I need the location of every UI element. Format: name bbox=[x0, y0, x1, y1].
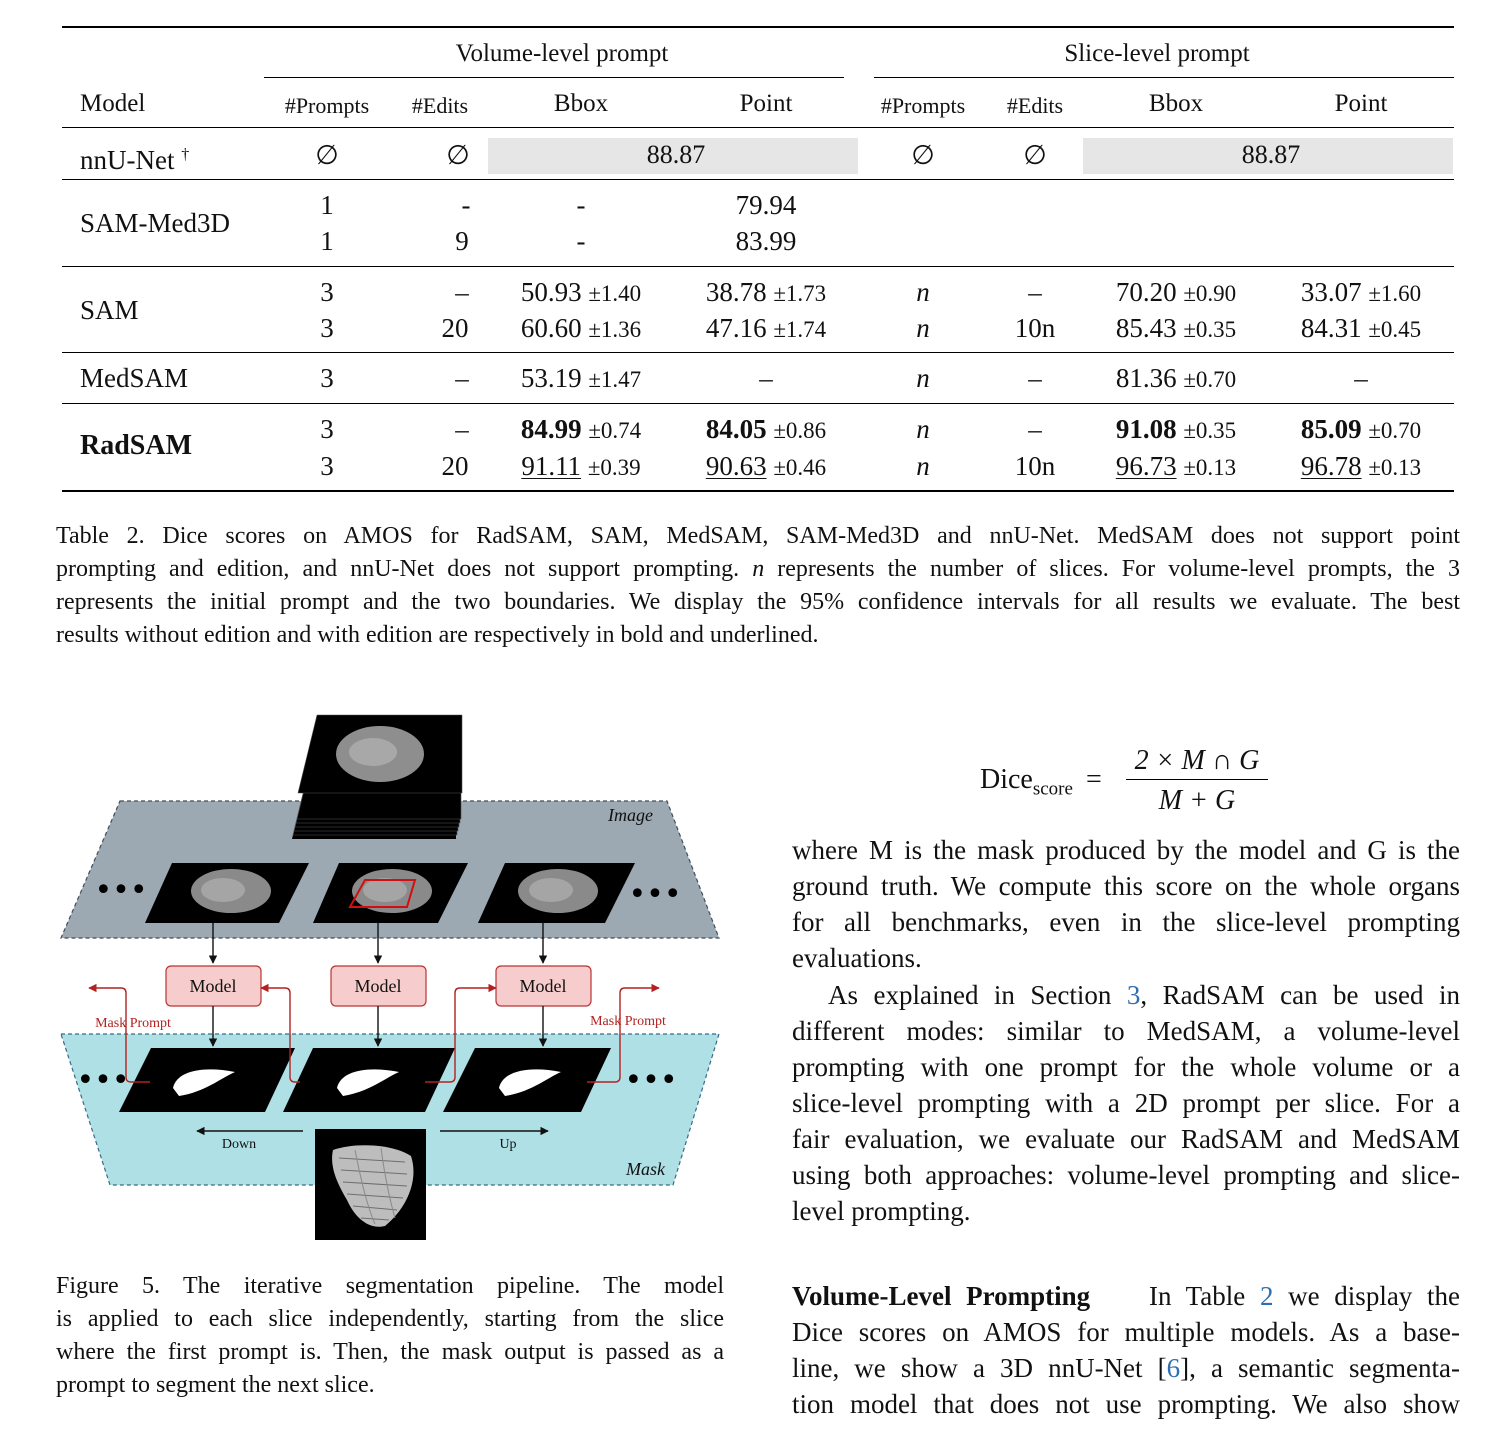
ellipsis-image-right: ••• bbox=[628, 877, 682, 912]
row-label-medsam: MedSAM bbox=[80, 363, 189, 393]
sam-r2-point: 47.16 ±1.74 bbox=[705, 313, 827, 343]
ellipsis-image-left: ••• bbox=[94, 873, 148, 908]
figure-caption-line-4: prompt to segment the next slice. bbox=[56, 1372, 375, 1398]
mask-label: Mask bbox=[626, 1159, 665, 1179]
medsam-slice-point: – bbox=[1354, 363, 1368, 393]
radsam-r2-edits: 20 bbox=[441, 451, 469, 481]
medsam-bbox: 53.19 ±1.47 bbox=[520, 363, 642, 393]
group-rule-slice bbox=[874, 77, 1454, 78]
group-header-volume: Volume-level prompt bbox=[455, 40, 669, 67]
p2-line-6: using both approaches: volume-level prompting and slice- bbox=[792, 1160, 1460, 1190]
radsam-r1-slice-edits: – bbox=[1028, 414, 1042, 444]
nnunet-prompts: ∅ bbox=[315, 140, 339, 170]
sam-r2-slice-point: 84.31 ±0.45 bbox=[1300, 313, 1422, 343]
radsam-r2-bbox: 91.11 ±0.39 bbox=[521, 451, 641, 481]
nnunet-prompts-slice: ∅ bbox=[911, 140, 935, 170]
dice-equation bbox=[980, 743, 1280, 823]
table-2-link[interactable]: 2 bbox=[1259, 1281, 1274, 1311]
medsam-slice-prompts: n bbox=[916, 363, 930, 393]
radsam-r1-slice-point: 85.09 ±0.70 bbox=[1300, 414, 1422, 444]
radsam-r2-slice-bbox: 96.73 ±0.13 bbox=[1115, 451, 1237, 481]
p2-line-4: slice-level prompting with a 2D prompt per slice. For a bbox=[792, 1088, 1460, 1118]
up-label: Up bbox=[499, 1137, 517, 1152]
p2-line-1: As explained in Section 3, RadSAM can be used in bbox=[828, 980, 1460, 1010]
col-header-model: Model bbox=[80, 90, 146, 117]
p2-line-5: fair evaluation, we evaluate our RadSAM and MedSAM bbox=[792, 1124, 1460, 1154]
radsam-r2-point: 90.63 ±0.46 bbox=[705, 451, 827, 481]
samed3d-r1-bbox: - bbox=[576, 190, 586, 220]
p3-line-1: Volume-Level Prompting In Table 2 we display the bbox=[792, 1281, 1460, 1311]
p1-line-2: ground truth. We compute this score on the whole organs bbox=[792, 871, 1460, 901]
svg-text:Model: Model bbox=[354, 976, 402, 996]
samed3d-r2-point: 83.99 bbox=[735, 226, 797, 256]
medsam-prompts: 3 bbox=[320, 363, 334, 393]
p2-line-3: prompting with one prompt for the whole volume or a bbox=[792, 1052, 1460, 1082]
radsam-r1-point: 84.05 ±0.86 bbox=[705, 414, 827, 444]
sam-r2-slice-bbox: 85.43 ±0.35 bbox=[1115, 313, 1237, 343]
radsam-r2-slice-point: 96.78 ±0.13 bbox=[1300, 451, 1422, 481]
equation-numerator: 2 × M ∩ G bbox=[1126, 743, 1268, 780]
mask-prompt-label-right: Mask Prompt bbox=[590, 1014, 666, 1029]
figure-caption-line-3: where the first prompt is. Then, the mask output is passed as a bbox=[56, 1339, 724, 1365]
col-header-point: Point bbox=[739, 90, 793, 117]
sam-r2-bbox: 60.60 ±1.36 bbox=[520, 313, 642, 343]
samed3d-r1-point: 79.94 bbox=[735, 190, 797, 220]
radsam-r1-slice-prompts: n bbox=[916, 414, 930, 444]
nnunet-slice-value: 88.87 bbox=[1241, 140, 1301, 169]
nnunet-volume-value: 88.87 bbox=[646, 140, 706, 169]
group-rule-volume bbox=[264, 77, 844, 78]
samed3d-r2-bbox: - bbox=[576, 226, 586, 256]
radsam-r1-edits: – bbox=[455, 414, 469, 444]
sam-r1-slice-point: 33.07 ±1.60 bbox=[1300, 277, 1422, 307]
p3-line-3: line, we show a 3D nnU-Net [6], a semantic segmenta- bbox=[792, 1353, 1460, 1383]
p1-line-1: where M is the mask produced by the model and G is the bbox=[792, 835, 1460, 865]
equation-lhs: Dice bbox=[980, 764, 1033, 795]
sam-r2-slice-edits: 10n bbox=[1014, 313, 1056, 343]
table-header-rule bbox=[62, 127, 1454, 128]
mask-slice-center bbox=[283, 1048, 455, 1112]
equation-equals: = bbox=[1085, 764, 1102, 795]
table-top-rule bbox=[62, 26, 1454, 28]
row-label-radsam: RadSAM bbox=[80, 430, 193, 461]
p2-line-7: level prompting. bbox=[792, 1196, 971, 1226]
sam-r2-prompts: 3 bbox=[320, 313, 334, 343]
col-header-bbox: Bbox bbox=[553, 90, 609, 117]
table-caption-line-4: results without edition and with edition are respectively in bold and underlined. bbox=[56, 622, 819, 648]
3d-organ-render bbox=[315, 1129, 426, 1240]
row-label-samed3d: SAM-Med3D bbox=[80, 208, 231, 238]
group-header-slice: Slice-level prompt bbox=[1064, 40, 1250, 67]
pipeline-figure bbox=[55, 710, 735, 1245]
volume-level-heading: Volume-Level Prompting bbox=[792, 1281, 1091, 1311]
radsam-r2-prompts: 3 bbox=[320, 451, 334, 481]
col-header-bbox-slice: Bbox bbox=[1148, 90, 1204, 117]
radsam-r2-slice-prompts: n bbox=[916, 451, 930, 481]
row-label-nnunet: nnU-Net † bbox=[80, 145, 190, 175]
table-bottom-rule bbox=[62, 490, 1454, 492]
medsam-edits: – bbox=[455, 363, 469, 393]
radsam-r1-slice-bbox: 91.08 ±0.35 bbox=[1115, 414, 1237, 444]
p3-line-4: tion model that does not use prompting. We also show bbox=[792, 1389, 1460, 1419]
sam-r1-edits: – bbox=[455, 277, 469, 307]
model-box-left bbox=[166, 966, 261, 1006]
rule-after-sam bbox=[62, 352, 1454, 353]
figure-caption-line-1: Figure 5. The iterative segmentation pipeline. The model bbox=[56, 1273, 724, 1299]
figure-caption-line-2: is applied to each slice independently, starting from the slice bbox=[56, 1306, 724, 1332]
model-box-right bbox=[496, 966, 591, 1006]
down-label: Down bbox=[221, 1137, 257, 1152]
sam-r1-point: 38.78 ±1.73 bbox=[705, 277, 827, 307]
image-label: Image bbox=[608, 805, 653, 825]
ct-volume-stack bbox=[292, 715, 462, 839]
ellipsis-mask-left: ••• bbox=[76, 1063, 130, 1098]
sam-r1-bbox: 50.93 ±1.40 bbox=[520, 277, 642, 307]
model-box-center bbox=[331, 966, 426, 1006]
ellipsis-mask-right: ••• bbox=[624, 1063, 678, 1098]
medsam-point: – bbox=[759, 363, 773, 393]
equation-subscript: score bbox=[1032, 778, 1073, 800]
equation-denominator: M + G bbox=[1158, 785, 1236, 816]
p1-line-3: for all benchmarks, even in the slice-level prompting bbox=[792, 907, 1460, 937]
sam-r1-prompts: 3 bbox=[320, 277, 334, 307]
p1-line-4: evaluations. bbox=[792, 943, 922, 973]
sam-r1-slice-prompts: n bbox=[916, 277, 930, 307]
sam-r1-slice-bbox: 70.20 ±0.90 bbox=[1115, 277, 1237, 307]
section-3-link[interactable]: 3 bbox=[1126, 980, 1141, 1010]
samed3d-r2-edits: 9 bbox=[455, 226, 469, 256]
col-header-point-slice: Point bbox=[1334, 90, 1388, 117]
mask-prompt-label-left: Mask Prompt bbox=[95, 1016, 171, 1031]
radsam-r1-bbox: 84.99 ±0.74 bbox=[520, 414, 642, 444]
ref-6-link[interactable]: 6 bbox=[1166, 1353, 1181, 1383]
rule-after-samed3d bbox=[62, 266, 1454, 267]
p2-line-2: different modes: similar to MedSAM, a volume-level bbox=[792, 1016, 1460, 1046]
samed3d-r2-prompts: 1 bbox=[320, 226, 334, 256]
nnunet-edits-slice: ∅ bbox=[1023, 140, 1047, 170]
table-caption-line-2: prompting and edition, and nnU-Net does not support prompting. n represents the number of slices. For volume-level prompts, the 3 bbox=[56, 556, 1461, 582]
sam-r1-slice-edits: – bbox=[1028, 277, 1042, 307]
col-header-prompts-slice: #Prompts bbox=[880, 93, 966, 118]
svg-text:Model: Model bbox=[519, 976, 567, 996]
p3-line-2: Dice scores on AMOS for multiple models. As a base- bbox=[792, 1317, 1460, 1347]
sam-r2-slice-prompts: n bbox=[916, 313, 930, 343]
radsam-r1-prompts: 3 bbox=[320, 414, 334, 444]
col-header-prompts: #Prompts bbox=[284, 93, 370, 118]
radsam-r2-slice-edits: 10n bbox=[1014, 451, 1056, 481]
samed3d-r1-edits: - bbox=[461, 190, 471, 220]
col-header-edits: #Edits bbox=[411, 93, 469, 118]
rule-after-nnunet bbox=[62, 179, 1454, 180]
row-label-sam: SAM bbox=[80, 295, 139, 325]
rule-after-medsam bbox=[62, 403, 1454, 404]
medsam-slice-bbox: 81.36 ±0.70 bbox=[1115, 363, 1237, 393]
sam-r2-edits: 20 bbox=[441, 313, 469, 343]
col-header-edits-slice: #Edits bbox=[1006, 93, 1064, 118]
nnunet-edits: ∅ bbox=[446, 140, 470, 170]
table-caption-line-1: Table 2. Dice scores on AMOS for RadSAM, SAM, MedSAM, SAM-Med3D and nnU-Net. MedSAM does not support point bbox=[56, 523, 1460, 549]
samed3d-r1-prompts: 1 bbox=[320, 190, 334, 220]
medsam-slice-edits: – bbox=[1028, 363, 1042, 393]
svg-text:Model: Model bbox=[189, 976, 237, 996]
table-caption-line-3: represents the initial prompt and the two boundaries. We display the 95% confidence intervals for all results we evaluate. The best bbox=[56, 589, 1460, 615]
